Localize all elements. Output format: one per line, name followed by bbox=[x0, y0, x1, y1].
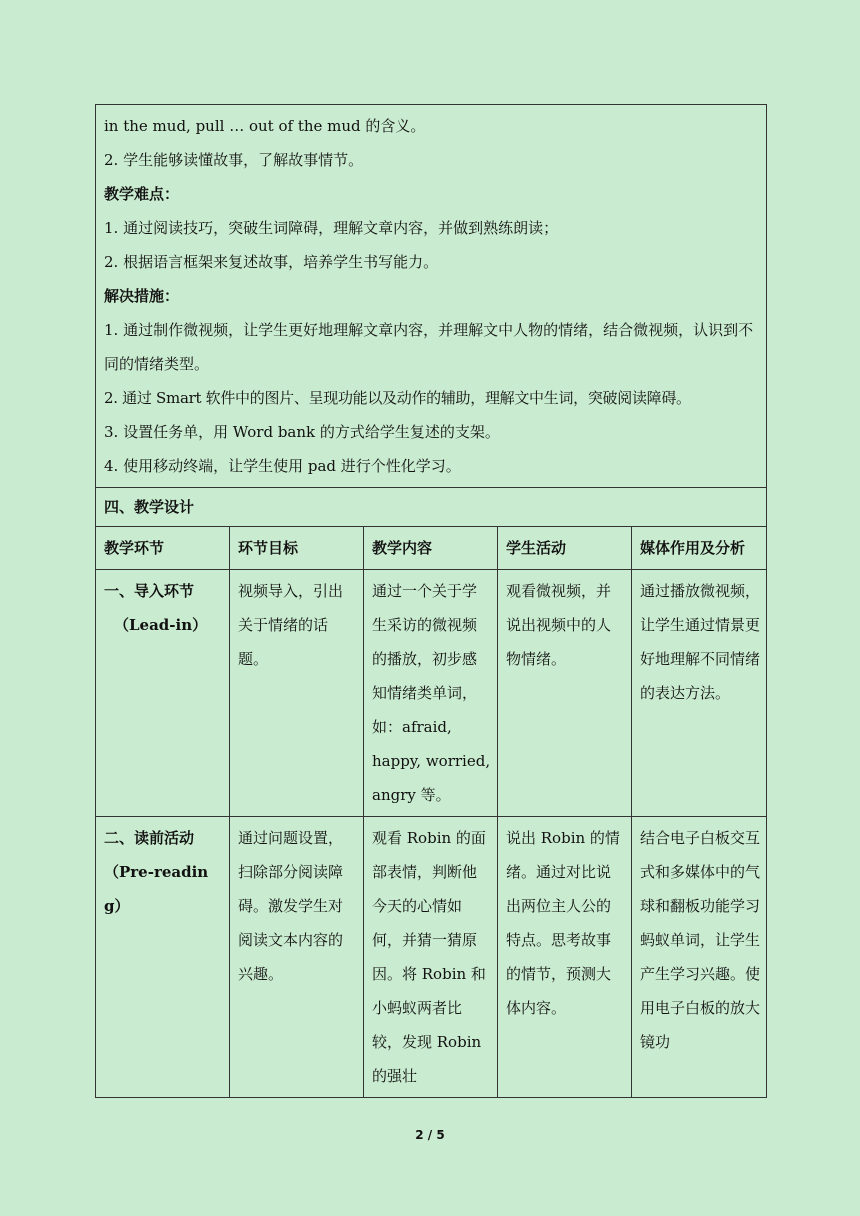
media-cell: 通过播放微视频，让学生通过情景更好地理解不同情绪的表达方法。 bbox=[632, 570, 767, 817]
header-activity: 学生活动 bbox=[498, 527, 632, 570]
stage-cell bbox=[96, 570, 230, 817]
objectives-row bbox=[96, 105, 767, 488]
stage-en: （Lead-in） bbox=[114, 616, 208, 634]
table-header-row bbox=[96, 527, 767, 570]
header-content: 教学内容 bbox=[364, 527, 498, 570]
text-line: 2. 通过 Smart 软件中的图片、呈现功能以及动作的辅助，理解文中生词，突破阅读障碍。 bbox=[104, 389, 691, 407]
stage-cell bbox=[96, 817, 230, 1098]
section-title: 四、教学设计 bbox=[96, 488, 767, 527]
page-number: 2 / 5 bbox=[415, 1128, 445, 1142]
media-cell: 结合电子白板交互式和多媒体中的气球和翻板功能学习蚂蚁单词，让学生产生学习兴趣。使用电子白板的放大镜功 bbox=[632, 817, 767, 1098]
difficulty-heading: 教学难点： bbox=[104, 185, 180, 203]
header-media: 媒体作用及分析 bbox=[632, 527, 767, 570]
text-line: 2. 根据语言框架来复述故事，培养学生书写能力。 bbox=[104, 253, 439, 271]
goal-cell: 视频导入，引出关于情绪的话题。 bbox=[230, 570, 364, 817]
activity-cell: 说出 Robin 的情绪。通过对比说出两位主人公的特点。思考故事的情节，预测大体内容。 bbox=[498, 817, 632, 1098]
goal-cell: 通过问题设置，扫除部分阅读障碍。激发学生对阅读文本内容的兴趣。 bbox=[230, 817, 364, 1098]
content-cell: 通过一个关于学生采访的微视频的播放，初步感知情绪类单词，如：afraid, happy, worried, angry 等。 bbox=[364, 570, 498, 817]
text-line: 4. 使用移动终端，让学生使用 pad 进行个性化学习。 bbox=[104, 457, 461, 475]
lesson-plan-table bbox=[95, 104, 767, 1098]
text-line: 3. 设置任务单，用 Word bank 的方式给学生复述的支架。 bbox=[104, 423, 500, 441]
text-line: 2. 学生能够读懂故事，了解故事情节。 bbox=[104, 151, 364, 169]
stage-cn: 二、读前活动 bbox=[104, 829, 195, 847]
objectives-cell bbox=[96, 105, 767, 488]
table-row bbox=[96, 817, 767, 1098]
content-cell: 观看 Robin 的面部表情，判断他今天的心情如何，并猜一猜原因。将 Robin 和小蚂蚁两者比较，发现 Robin 的强壮 bbox=[364, 817, 498, 1098]
table-row bbox=[96, 570, 767, 817]
text-line: 1. 通过阅读技巧，突破生词障碍，理解文章内容，并做到熟练朗读； bbox=[104, 219, 559, 237]
section-title-row bbox=[96, 488, 767, 527]
text-line: in the mud, pull … out of the mud 的含义。 bbox=[104, 117, 426, 135]
header-goal: 环节目标 bbox=[230, 527, 364, 570]
header-stage: 教学环节 bbox=[96, 527, 230, 570]
solution-heading: 解决措施： bbox=[104, 287, 180, 305]
text-paragraph: 1. 通过制作微视频，让学生更好地理解文章内容，并理解文中人物的情绪，结合微视频，认识到不同的情绪类型。 bbox=[104, 321, 754, 373]
stage-cn: 一、导入环节 bbox=[104, 582, 195, 600]
stage-en: （Pre-reading） bbox=[104, 863, 209, 915]
activity-cell: 观看微视频，并说出视频中的人物情绪。 bbox=[498, 570, 632, 817]
